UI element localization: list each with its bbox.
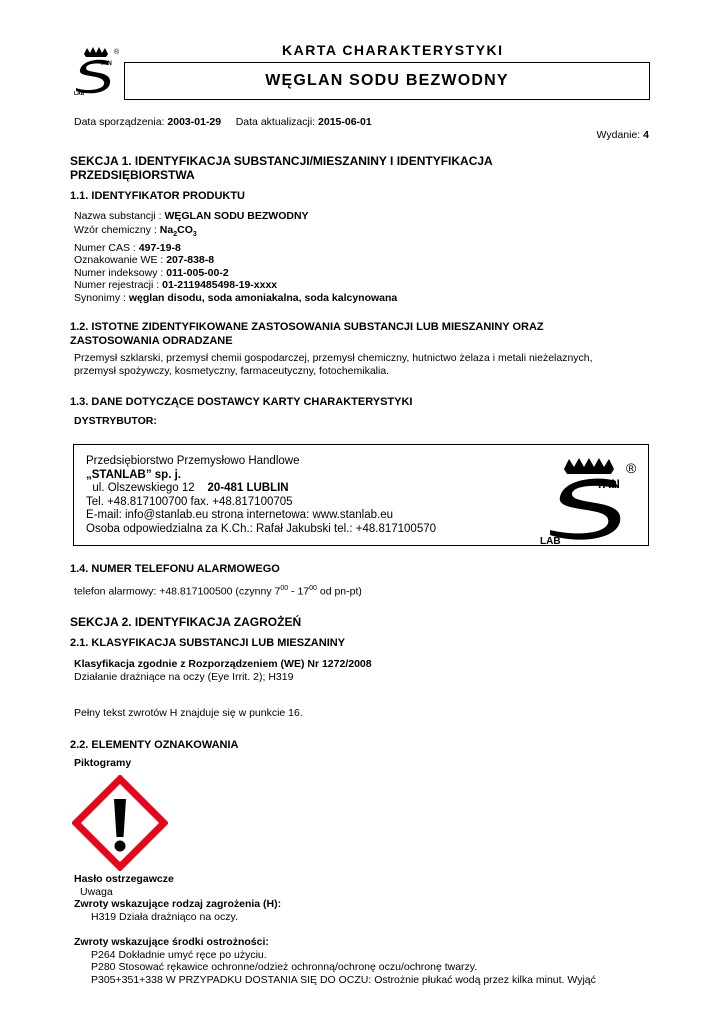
svg-text:®: ® — [626, 460, 637, 476]
product-identifiers: Nazwa substancji : WĘGLAN SODU BEZWODNY Wzór chemiczny : $Na_2CO_3$ Numer CAS : 497-19-8 Oznakowanie WE : 207-838-8 Numer indeksowy : 011-005-00-2 Numer rejestracji : 01-2119485498-19-xxxx Synonimy : węglan disodu, soda amoniakalna, soda kalcynowana — [74, 210, 398, 304]
precautionary-statements: Zwroty wskazujące środki ostrożności: P264 Dokładnie umyć ręce po użyciu. P280 Stosować rękawice ochronne/odzież ochronną/ochronę oczu/ochronę twarzy. P305+351+338 W PRZYPADKU DOSTANIA SIĘ DO OCZU: Ostrożnie płukać wodą przez kilka minut. Wyjąć — [74, 936, 596, 986]
svg-text:LAB: LAB — [74, 91, 85, 96]
full-text-note: Pełny tekst zwrotów H znajduje się w punkcie 16. — [74, 707, 303, 719]
section2-2-title: 2.2. ELEMENTY OZNAKOWANIA — [70, 739, 239, 751]
section1-2-title: 1.2. ISTOTNE ZIDENTYFIKOWANE ZASTOSOWANIA SUBSTANCJI LUB MIESZANINY ORAZ ZASTOSOWANIA ODRADZANE — [70, 321, 544, 347]
pictograms-label: Piktogramy — [74, 757, 132, 769]
edition: Wydanie: 4 — [596, 129, 649, 141]
stanlab-logo-large-icon — [540, 455, 640, 545]
section1-1-title: 1.1. IDENTYFIKATOR PRODUKTU — [70, 190, 245, 202]
distributor-label: DYSTRYBUTOR: — [74, 415, 157, 427]
ghs07-exclamation-icon — [72, 775, 168, 871]
document-dates: Data sporządzenia: 2003-01-29 Data aktualizacji: 2015-06-01 — [74, 116, 372, 128]
section1-4-title: 1.4. NUMER TELEFONU ALARMOWEGO — [70, 563, 280, 575]
product-name-box — [124, 62, 650, 100]
svg-text:®: ® — [114, 49, 120, 56]
section1-3-title: 1.3. DANE DOTYCZĄCE DOSTAWCY KARTY CHARAKTERYSTYKI — [70, 396, 413, 408]
svg-text:TAN: TAN — [596, 477, 620, 491]
classification: Klasyfikacja zgodnie z Rozporządzeniem (WE) Nr 1272/2008 Działanie drażniące na oczy (Eye Irrit. 2); H319 — [74, 658, 372, 683]
product-name: WĘGLAN SODU BEZWODNY — [265, 72, 509, 89]
identified-uses: Przemysł szklarski, przemysł chemii gospodarczej, przemysł chemiczny, hutnictwo żelaza i metali nieżelaznych, przemysł spożywczy, kosmetyczny, farmaceutyczny, fotochemikalia. — [74, 352, 593, 377]
emergency-phone: telefon alarmowy: +48.817100500 (czynny $7^{00} - 17^{00}$ od pn-pt) — [74, 585, 362, 598]
document-type-title: KARTA CHARAKTERYSTYKI — [282, 42, 504, 58]
distributor-details: Przedsiębiorstwo Przemysłowo Handlowe „STANLAB” sp. j. ul. Olszewskiego 12 20-481 LUBLIN Tel. +48.817100700 fax. +48.817100705 E-mail: info@stanlab.eu strona internetowa: www.stanlab.eu Osoba odpowiedzialna za K.Ch.: Rafał Jakubski tel.: +48.817100570 — [86, 455, 437, 535]
section2-title: SEKCJA 2. IDENTYFIKACJA ZAGROŻEŃ — [70, 615, 302, 629]
svg-text:TAN: TAN — [100, 61, 112, 67]
svg-text:LAB: LAB — [540, 536, 561, 545]
section1-title: SEKCJA 1. IDENTYFIKACJA SUBSTANCJI/MIESZANINY I IDENTYFIKACJA PRZEDSIĘBIORSTWA — [70, 154, 493, 182]
section2-1-title: 2.1. KLASYFIKACJA SUBSTANCJI LUB MIESZANINY — [70, 637, 346, 649]
distributor-box — [73, 444, 649, 546]
stanlab-logo-icon — [70, 46, 122, 96]
labelling-elements: Hasło ostrzegawcze Uwaga Zwroty wskazujące rodzaj zagrożenia (H): H319 Działa drażniąco na oczy. — [74, 873, 282, 923]
